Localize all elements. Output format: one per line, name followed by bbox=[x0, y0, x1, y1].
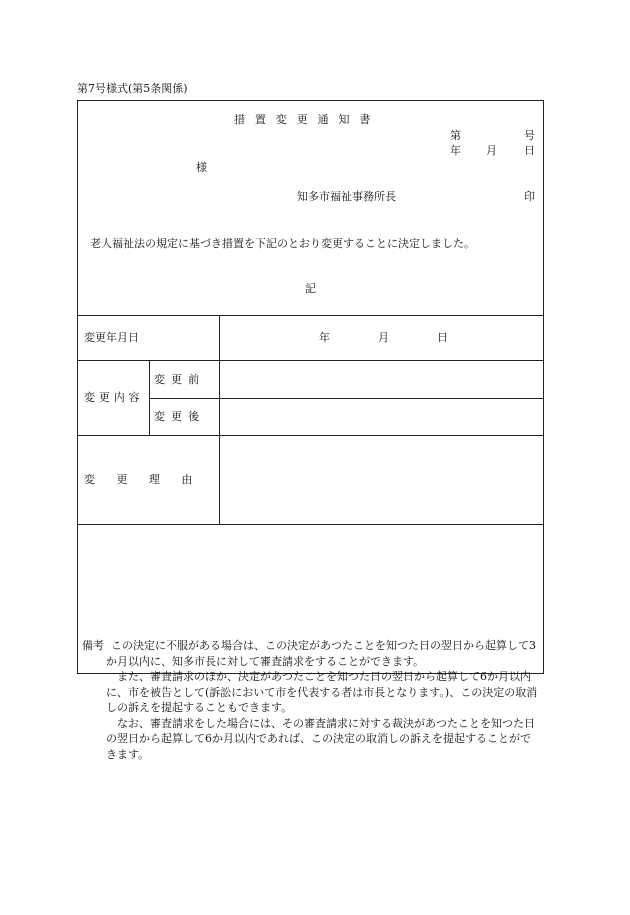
body-text: 老人福祉法の規定に基づき措置を下記のとおり変更することに決定しました。 bbox=[90, 237, 475, 250]
remark-text-1: この決定に不服がある場合は、この決定があつたことを知つた日の翌日から起算して3か月以内に、知多市長に対して審査請求をすることができます。 bbox=[106, 639, 536, 668]
change-reason-label bbox=[84, 473, 214, 487]
remarks-section bbox=[82, 638, 540, 762]
change-date-label-text: 変更年月日 bbox=[84, 331, 139, 344]
ki-heading: 記 bbox=[305, 282, 316, 295]
issue-year-label: 年 bbox=[450, 144, 461, 157]
remark-paragraph-2 bbox=[82, 669, 540, 716]
remark-paragraph-1 bbox=[82, 638, 540, 669]
row-line-1 bbox=[78, 360, 543, 361]
label-column-divider bbox=[219, 315, 220, 524]
document-title: 措置変更通知書 bbox=[234, 113, 381, 126]
after-change-label: 変更後 bbox=[154, 410, 206, 423]
issue-month-label: 月 bbox=[486, 144, 497, 157]
remark-text-3: なお、審査請求をした場合には、その審査請求に対する裁決があつたことを知つた日の翌日から起算して6か月以内であれば、この決定の取消しの訴えを提起することができます。 bbox=[106, 716, 535, 761]
row-line-3 bbox=[78, 435, 543, 436]
remark-paragraph-3 bbox=[82, 716, 540, 763]
change-date-month: 月 bbox=[378, 331, 389, 344]
row-line-2 bbox=[149, 398, 543, 399]
number-suffix: 号 bbox=[524, 129, 535, 142]
change-date-day: 日 bbox=[437, 331, 448, 344]
remarks-heading: 備考 bbox=[82, 639, 104, 652]
change-date-year: 年 bbox=[319, 331, 330, 344]
change-reason-label-text: 変更理由 bbox=[84, 473, 214, 486]
form-label: 第7号様式(第5条関係) bbox=[77, 82, 188, 95]
before-change-label: 変更前 bbox=[154, 373, 206, 386]
table-bottom-line bbox=[78, 524, 543, 525]
table-top-line bbox=[78, 315, 543, 316]
issuer-name: 知多市福祉事務所長 bbox=[297, 190, 396, 203]
remark-text-2: また、審査請求のほか、決定があつたことを知つた日の翌日から起算して6か月以内に、市を被告として(訴訟において市を代表する者は市長となります。)、この決定の取消しの訴えを提起することもできます。 bbox=[106, 670, 538, 714]
seal-mark: 印 bbox=[524, 190, 535, 203]
notice-form bbox=[77, 100, 544, 761]
addressee-suffix: 様 bbox=[196, 161, 207, 174]
issue-day-label: 日 bbox=[524, 144, 535, 157]
change-content-label: 変更内容 bbox=[84, 391, 144, 404]
number-prefix: 第 bbox=[450, 129, 461, 142]
change-date-label bbox=[84, 331, 210, 345]
content-subcolumn-divider bbox=[149, 360, 150, 435]
